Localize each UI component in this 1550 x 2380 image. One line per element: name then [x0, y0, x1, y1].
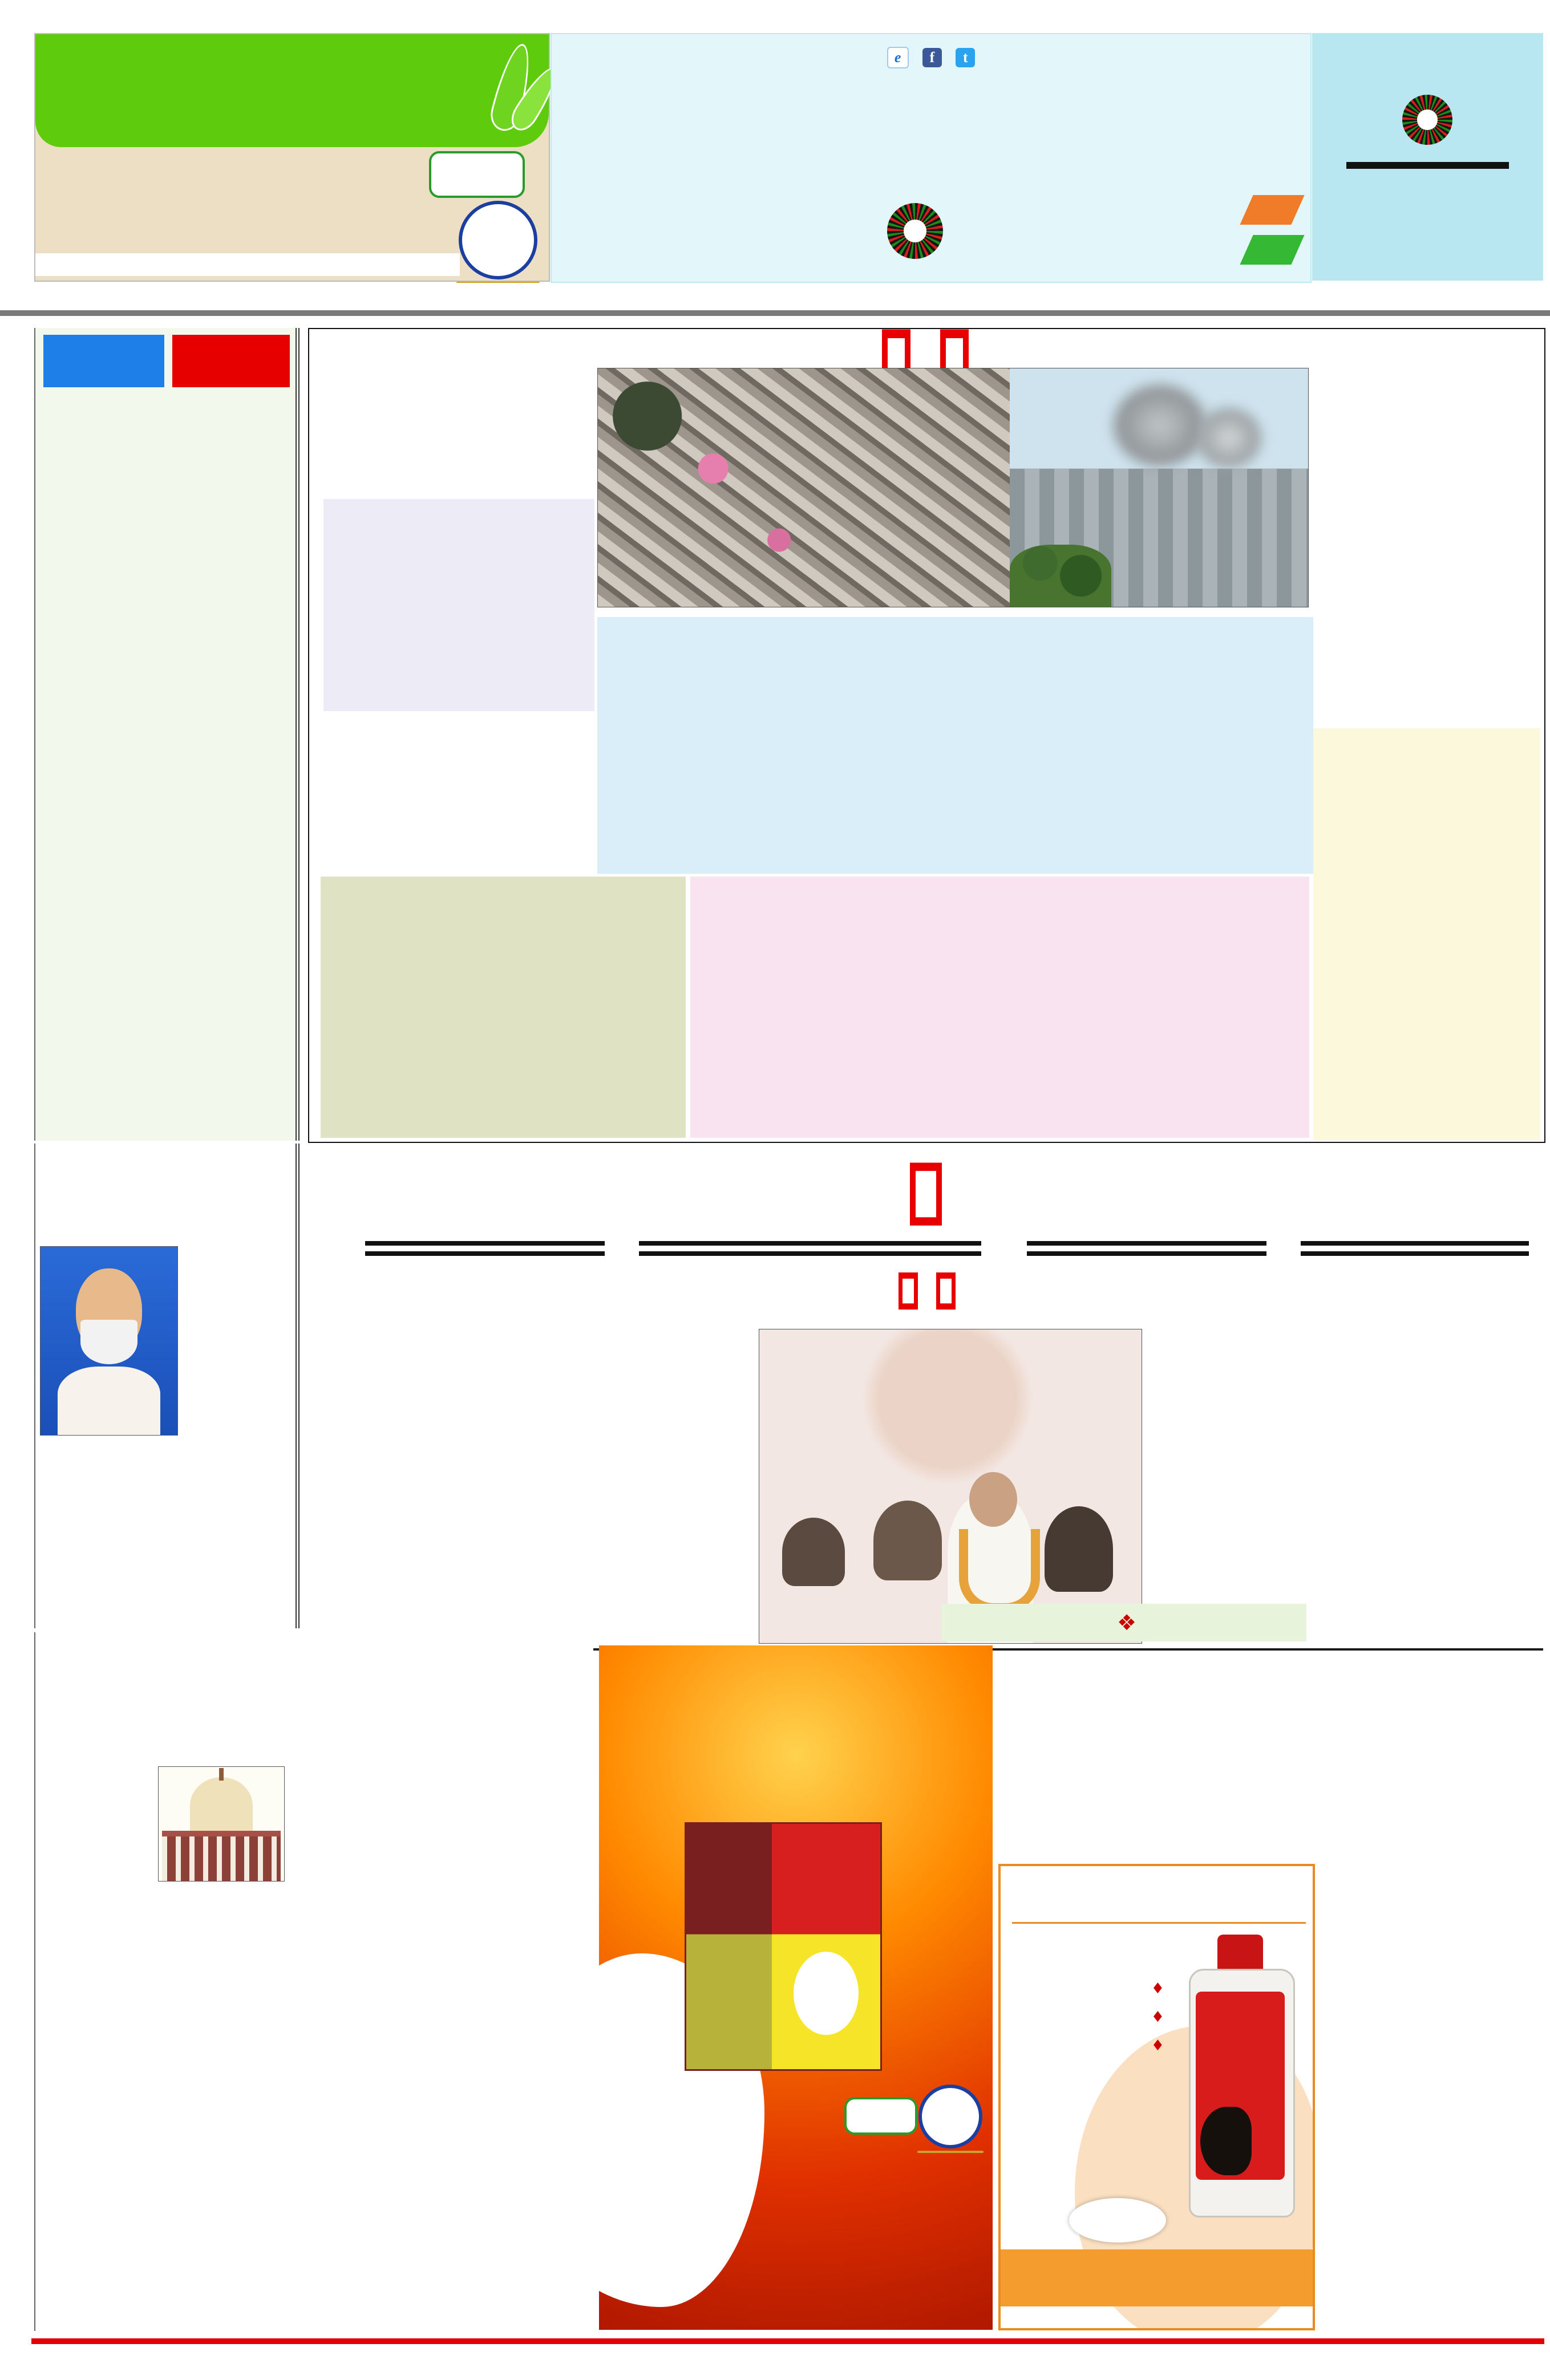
anis-trade-bhagalpur	[599, 2240, 993, 2258]
nasreena-desc	[1012, 1915, 1306, 1924]
sc-dome	[190, 1777, 253, 1834]
biden-headline[interactable]	[690, 873, 1309, 895]
haryana-col1	[317, 1329, 528, 1643]
damascus-headline[interactable]	[597, 614, 1313, 630]
rahul-photo	[759, 1329, 1142, 1644]
amazon-badge	[1069, 2198, 1166, 2243]
nasreena-orange-band	[1001, 2249, 1313, 2306]
nasreena-ad[interactable]	[998, 1864, 1315, 2330]
us-report-col2	[1272, 1778, 1540, 1858]
diamond-bullet-icon: ❖	[1116, 1610, 1137, 1635]
lebanon-story	[308, 328, 1545, 1143]
rahul-head	[969, 1472, 1017, 1527]
twitter-icon: t	[956, 48, 975, 67]
gcc-body	[332, 902, 674, 1056]
nasreena-bullet-1	[1146, 1980, 1164, 1997]
ie-globe-icon: e	[887, 47, 909, 68]
ad-links[interactable]	[35, 253, 460, 276]
anis-trade-patna	[599, 2218, 993, 2236]
box-urdu-label	[686, 1824, 772, 1847]
headline-underline-4	[1301, 1241, 1529, 1246]
anis-khawateen-ad[interactable]	[599, 1645, 993, 2330]
briefs-header-red	[172, 335, 290, 387]
mewat-green-box[interactable]	[941, 1604, 1306, 1641]
sc-body-side2	[291, 1775, 405, 1883]
rebuttal-body	[1324, 1883, 1540, 2271]
haryana-subheadline[interactable]	[317, 1267, 1537, 1309]
brand-calligraphy	[557, 89, 1031, 249]
sc-base	[162, 1831, 281, 1882]
red-separator	[910, 1162, 942, 1225]
qatar-substory	[323, 499, 594, 711]
modi-photo	[40, 1246, 178, 1436]
briefs-header-blue	[43, 335, 164, 387]
nasreena-bullet-3	[1146, 2037, 1164, 2054]
headline-underline-3	[1027, 1241, 1266, 1246]
anis-trade-muzaffarpur	[599, 2261, 993, 2280]
beirut-body2	[1316, 550, 1539, 724]
diamond-bullet-icon: ♦	[1151, 2009, 1164, 2026]
haryana-col5	[1318, 1356, 1540, 1641]
headline-underline-1	[365, 1241, 605, 1246]
lebanon-photo	[597, 368, 1309, 607]
haryana-col4	[1147, 1329, 1304, 1600]
egypt-substory	[1313, 728, 1540, 1140]
beirut-body	[1316, 395, 1539, 549]
rebuttal-headline[interactable]	[1321, 1862, 1543, 1874]
us-report-col1	[1001, 1755, 1261, 1858]
anis-product-box	[685, 1822, 882, 2071]
anis-address-line	[599, 2194, 993, 2213]
brief1-body	[43, 499, 290, 818]
no1-underline	[1346, 162, 1509, 169]
gcc-headline[interactable]	[321, 874, 686, 891]
crowd-head	[1045, 1506, 1113, 1592]
sana-herbals-top-ad[interactable]	[34, 33, 550, 282]
modi-beard	[80, 1320, 137, 1364]
flag-saffron-chevron	[1240, 195, 1304, 225]
smoke-plume	[1195, 407, 1263, 469]
nasreena-bottle	[1183, 1935, 1297, 2220]
rebuttal-story	[1321, 1864, 1543, 2330]
amazon-line1	[1069, 2198, 1166, 2205]
sc-body-columns	[41, 1892, 586, 2322]
crowd-head	[873, 1501, 942, 1580]
modi-body-full	[42, 1443, 292, 1620]
biden-body	[704, 909, 1296, 1080]
sc-body-side1	[40, 1769, 153, 1883]
trees	[1010, 545, 1111, 607]
city-smoke-photo	[1010, 368, 1308, 607]
starburst-logo	[887, 203, 943, 259]
crowd-head	[782, 1518, 845, 1586]
garland	[959, 1529, 1040, 1612]
nasreena-bullet-2	[1146, 2009, 1164, 2026]
gcc-substory	[321, 877, 686, 1138]
biden-substory	[690, 877, 1309, 1138]
modi-headline[interactable]	[35, 1141, 296, 1158]
dehlvi-seal	[844, 2097, 917, 2135]
supreme-court-headline[interactable]	[37, 1642, 593, 1690]
brief2-body	[43, 921, 290, 1024]
sc-finial	[219, 1768, 224, 1781]
hair-woman-graphic	[1200, 2107, 1252, 2175]
headline-underline-2	[639, 1241, 981, 1246]
haryana-col2	[539, 1329, 750, 1643]
rubble-photo	[598, 368, 1010, 607]
modi-body-side	[181, 1280, 294, 1434]
dehlvi-seal	[429, 151, 525, 198]
colA-top-body	[323, 409, 589, 494]
modi-story	[34, 1144, 300, 1628]
haryana-headline[interactable]	[311, 1148, 1540, 1231]
25-years-badge	[459, 201, 537, 279]
bottom-red-rule	[31, 2338, 1544, 2344]
masthead	[551, 33, 1312, 283]
damascus-substory	[597, 617, 1313, 874]
flag-green-chevron	[1240, 235, 1304, 265]
egypt-body	[1324, 760, 1530, 988]
no1-panel	[1312, 33, 1543, 281]
masthead-social-row	[552, 47, 1310, 68]
briefs-column	[34, 328, 300, 1141]
25-years-badge	[918, 2085, 982, 2148]
smoke-plume	[1111, 383, 1208, 468]
supreme-court-photo	[158, 1766, 285, 1882]
qatar-body	[326, 715, 592, 874]
egypt-headline[interactable]	[1313, 724, 1540, 747]
diamond-bullet-icon: ♦	[1151, 2037, 1164, 2054]
date-strip	[0, 283, 1550, 316]
damascus-body	[612, 640, 1298, 782]
red-separator	[899, 1272, 918, 1309]
ad-green-banner	[35, 34, 549, 147]
supreme-court-story	[34, 1632, 593, 2331]
brief3-body	[43, 1122, 290, 1133]
starburst-logo	[1402, 95, 1452, 145]
facebook-icon: f	[922, 48, 942, 67]
badge-trust-text	[917, 2151, 984, 2153]
diamond-bullet-icon: ♦	[1151, 1980, 1164, 1997]
modi-kurta	[58, 1367, 160, 1435]
qatar-headline[interactable]	[323, 495, 594, 516]
red-separator	[936, 1272, 956, 1309]
